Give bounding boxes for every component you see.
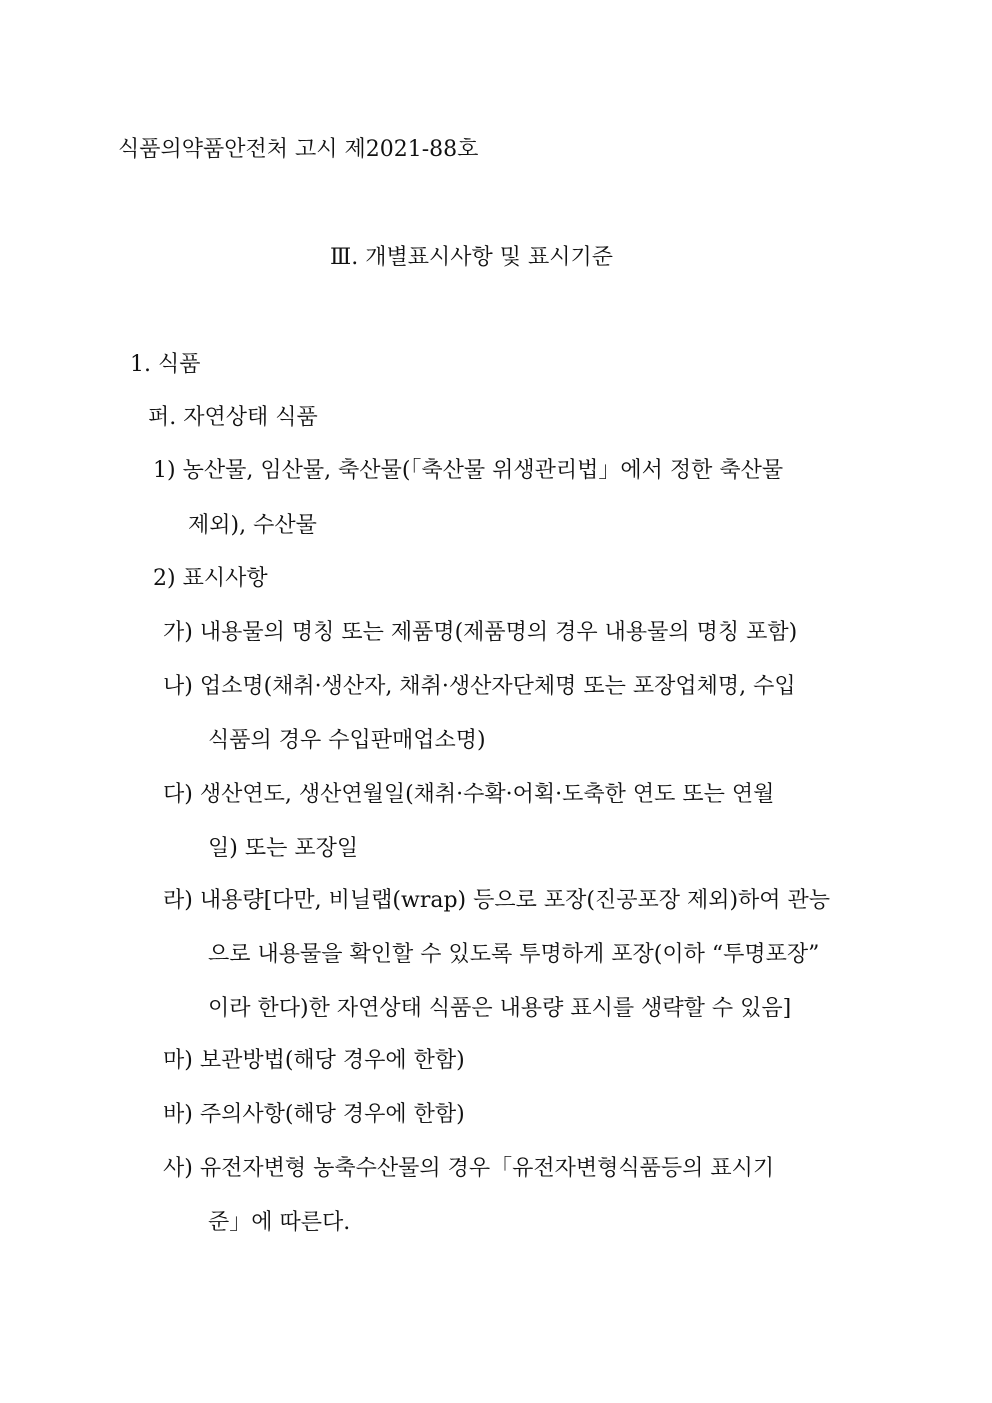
item-ra-line-1: 라) 내용량[다만, 비닐랩(wrap) 등으로 포장(진공포장 제외)하여 관능 (163, 888, 831, 913)
item-1-line-2: 제외), 수산물 (188, 513, 317, 538)
section-title: 1. 식품 (130, 352, 201, 377)
item-sa-line-2: 준」에 따른다. (208, 1210, 351, 1235)
notice-number: 식품의약품안전처 고시 제2021-88호 (118, 137, 479, 162)
item-sa-line-1: 사) 유전자변형 농축수산물의 경우「유전자변형식품등의 표시기 (163, 1156, 775, 1181)
item-ba: 바) 주의사항(해당 경우에 한함) (163, 1102, 465, 1127)
item-da-line-2: 일) 또는 포장일 (208, 836, 359, 861)
item-ra-line-2: 으로 내용물을 확인할 수 있도록 투명하게 포장(이하 “투명포장” (208, 942, 820, 967)
item-ra-line-3: 이라 한다)한 자연상태 식품은 내용량 표시를 생략할 수 있음] (208, 996, 792, 1021)
item-na-line-1: 나) 업소명(채취·생산자, 채취·생산자단체명 또는 포장업체명, 수입 (163, 674, 796, 699)
item-ma: 마) 보관방법(해당 경우에 한함) (163, 1048, 465, 1073)
item-na-line-2: 식품의 경우 수입판매업소명) (208, 728, 486, 753)
subsection-title: 퍼. 자연상태 식품 (148, 405, 318, 430)
item-ga: 가) 내용물의 명칭 또는 제품명(제품명의 경우 내용물의 명칭 포함) (163, 620, 798, 645)
item-da-line-1: 다) 생산연도, 생산연월일(채취·수확·어획·도축한 연도 또는 연월 (163, 782, 775, 807)
chapter-heading: Ⅲ. 개별표시사항 및 표시기준 (330, 245, 613, 270)
item-1-line-1: 1) 농산물, 임산물, 축산물(「축산물 위생관리법」에서 정한 축산물 (153, 458, 784, 483)
item-2: 2) 표시사항 (153, 566, 268, 591)
